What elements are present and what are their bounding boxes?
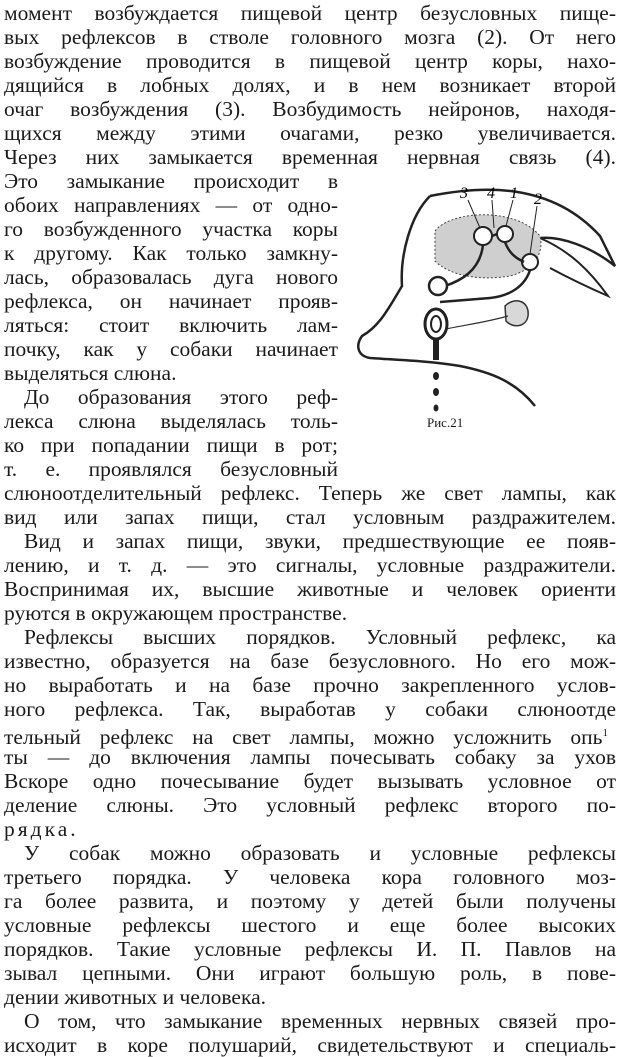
- figure-label: 2: [534, 191, 542, 208]
- text-line: О том, что замыкание временных нервных связей про-: [24, 1009, 616, 1033]
- text-line: Вид и запах пищи, звуки, предшествующие ее появ-: [24, 529, 616, 553]
- text-line: ляться: стоит включить лам-: [4, 313, 338, 337]
- text-line: га более развита, и поэтому у детей были получены: [4, 889, 616, 913]
- salivary-gland: [505, 301, 528, 326]
- text-line: третьего порядка. У человека кора головного моз-: [4, 865, 616, 889]
- text-line: Это замыкание происходит в: [4, 169, 338, 193]
- figure-label: 3: [460, 185, 468, 202]
- text-line: порядков. Такие условные рефлексы И. П. Павлов на: [4, 937, 616, 961]
- fistula-stem: [433, 338, 439, 360]
- text-line: ты — до включения лампы почесывать собаку за ухов: [4, 745, 616, 769]
- text-line: У собак можно образовать и условные рефлексы: [24, 841, 616, 865]
- text-line: щихся между этими очагами, резко увеличивается.: [4, 121, 616, 145]
- text-line: рефлекса, он начинает прояв-: [4, 289, 338, 313]
- text-line: лекса слюна выделялась толь-: [4, 409, 338, 433]
- text-line: вых рефлексов в стволе головного мозга (2). От него: [4, 25, 616, 49]
- figure-label: 1: [510, 185, 518, 202]
- text-line: Воспринимая их, высшие животные и человек ориенти: [4, 577, 616, 601]
- ear-outline: [540, 238, 608, 296]
- text-line: деление слюны. Это условный рефлекс второго по-: [4, 793, 616, 817]
- text-line: выделяться слюна.: [4, 361, 177, 385]
- text-line: обоих направлениях — от одно-: [4, 193, 338, 217]
- figure-caption: Рис.21: [427, 415, 464, 430]
- text-line: Через них замыкается временная нервная связь (4).: [4, 145, 616, 169]
- brainstem-center-2: [522, 254, 538, 270]
- eye: [429, 277, 447, 295]
- text-line: исходит в коре полушарий, свидетельствуют и специаль-: [4, 1033, 616, 1057]
- text-line: лась, образовалась дуга нового: [4, 265, 338, 289]
- text-line: рядка.: [4, 817, 79, 841]
- figure-label: 4: [487, 185, 495, 202]
- saliva-drop: [434, 405, 439, 412]
- text-line: момент возбуждается пищевой центр безусловных пище-: [4, 1, 616, 25]
- fistula-inner: [431, 316, 441, 332]
- cortex-center-3: [474, 227, 492, 245]
- text-segment: тельный рефлекс на свет лампы, можно усложнить опь: [4, 725, 603, 750]
- text-line: дящийся в лобных долях, и в нем возникает второй: [4, 73, 616, 97]
- saliva-drop: [433, 372, 439, 380]
- text-line: условные рефлексы шестого и еще более высоких: [4, 913, 616, 937]
- dog-head-drawing: [340, 176, 620, 442]
- text-line: го возбужденного участка коры: [4, 217, 338, 241]
- text-line: возбуждение проводится в пищевой центр коры, нахо-: [4, 49, 616, 73]
- text-line: слюноотделительный рефлекс. Теперь же свет лампы, как: [4, 481, 616, 505]
- text-line: к другому. Как только замкну-: [4, 241, 338, 265]
- section-heading-line: Рефлексы высших порядков. Условный рефлекс, ка: [24, 625, 616, 649]
- text-line: т. е. проявлялся безусловный: [4, 457, 338, 481]
- text-line: До образования этого реф-: [24, 385, 338, 409]
- text-line: но выработать и на базе прочно закрепленного услов-: [4, 673, 616, 697]
- cortex-center-1: [497, 226, 513, 242]
- text-line: руются в окружающем пространстве.: [4, 601, 348, 625]
- footnote-mark: 1: [602, 727, 608, 739]
- saliva-drop: [433, 388, 439, 396]
- text-line: вид или запах пищи, стал условным раздражителем.: [4, 505, 616, 529]
- text-line: ко при попадании пищи в рот;: [4, 433, 338, 457]
- text-line: известно, образуется на базе безусловного. Но его мож-: [4, 649, 616, 673]
- text-line: зывал цепными. Они играют большую роль, в пове-: [4, 961, 616, 985]
- figure-dog-reflex-diagram: [340, 176, 620, 442]
- text-line: лению, и т. д. — это сигналы, условные раздражители.: [4, 553, 616, 577]
- text-line: Вскоре одно почесывание будет вызывать условное от: [4, 769, 616, 793]
- text-line: дении животных и человека.: [4, 985, 266, 1009]
- text-line: почку, как у собаки начинает: [4, 337, 338, 361]
- salivary-duct: [438, 316, 508, 331]
- text-line: очаг возбуждения (3). Возбудимость нейронов, находя-: [4, 97, 616, 121]
- text-line: ного рефлекса. Так, выработав у собаки слюноотде: [4, 697, 616, 721]
